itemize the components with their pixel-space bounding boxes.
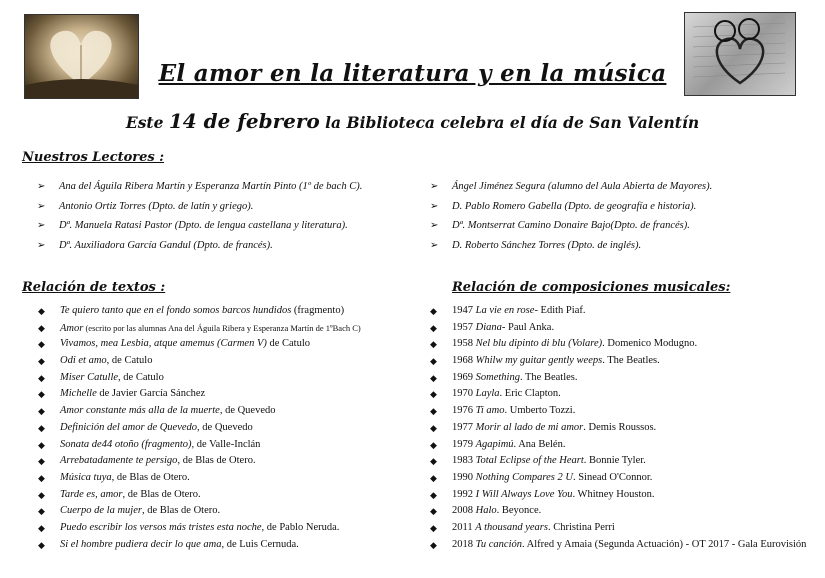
list-item [37, 219, 362, 239]
text-title: Definición del amor de Quevedo [60, 421, 198, 433]
arrow-bullet-icon: ➢ [430, 200, 439, 212]
diamond-bullet-icon: ◆ [38, 356, 45, 367]
list-item [38, 538, 361, 555]
text-author: , de Luis Cernuda. [221, 538, 299, 550]
diamond-bullet-icon: ◆ [38, 522, 45, 533]
list-item [430, 521, 812, 538]
text-title: Puedo escribir los versos más tristes esta noche [60, 521, 262, 533]
text-title: Amor constante más alla de la muerte [60, 405, 220, 417]
diamond-bullet-icon: ◆ [38, 372, 45, 383]
text-author: , de Blas de Otero. [177, 455, 256, 467]
text-author: , de Quevedo [219, 405, 276, 417]
list-item [430, 438, 812, 455]
song-title: Whilw my guitar gently weeps [475, 355, 603, 367]
song-title: I Will Always Love You [475, 488, 573, 500]
list-item [430, 321, 812, 338]
text-title: Tarde es, amor [60, 488, 123, 500]
list-item [430, 354, 812, 371]
reader-name: Ana del Águila Ribera Martín y Esperanza Martín Pinto (1º de bach C). [59, 181, 363, 192]
song-year: 2011 [452, 521, 473, 533]
list-item [38, 454, 361, 471]
song-title: Something [475, 371, 520, 383]
diamond-bullet-icon: ◆ [430, 306, 437, 316]
list-item [430, 304, 812, 321]
diamond-bullet-icon: ◆ [430, 322, 437, 333]
diamond-bullet-icon: ◆ [430, 356, 437, 367]
song-title: Tu canción [475, 538, 522, 550]
song-title: Morir al lado de mi amor [475, 421, 584, 433]
readers-heading: Nuestros Lectores : [22, 150, 165, 165]
list-item [38, 488, 361, 505]
song-year: 2018 [452, 538, 473, 550]
list-item [430, 504, 812, 521]
list-item [38, 421, 361, 438]
text-title: Si el hombre pudiera decir lo que ama [60, 538, 222, 550]
arrow-bullet-icon: ➢ [430, 220, 439, 231]
page-title: El amor en la literatura y en la música [158, 60, 667, 87]
text-author: , de Catulo [106, 355, 153, 367]
song-title: Diana [475, 321, 502, 333]
text-title: Amor [60, 322, 84, 334]
song-artist: . The Beatles. [602, 355, 660, 367]
subtitle-date: 14 de febrero [168, 109, 320, 133]
song-year: 1983 [452, 455, 473, 467]
list-item [38, 304, 361, 321]
texts-heading: Relación de textos : [22, 280, 166, 295]
song-artist: . Eric Clapton. [499, 388, 561, 400]
song-title: A thousand years [475, 521, 548, 533]
song-artist: . Demis Roussos. [583, 421, 657, 433]
text-author: , de Blas de Otero. [111, 471, 190, 483]
song-artist: - Edith Piaf. [534, 305, 586, 316]
diamond-bullet-icon: ◆ [430, 539, 437, 550]
song-title: Layla [475, 388, 500, 400]
list-item [38, 438, 361, 455]
list-item [37, 239, 362, 259]
song-year: 1970 [452, 388, 473, 400]
reader-name: D. Pablo Romero Gabella (Dpto. de geografía e historia). [452, 200, 697, 212]
song-artist: . Christina Perri [547, 521, 615, 533]
text-author: , de Catulo [118, 371, 164, 383]
arrow-bullet-icon: ➢ [430, 181, 439, 192]
song-year: 1947 [452, 305, 473, 316]
text-author: , de Quevedo [197, 421, 253, 433]
text-title: Sonata de44 otoño (fragmento), [60, 438, 195, 450]
list-item [38, 521, 361, 538]
diamond-bullet-icon: ◆ [38, 539, 45, 550]
list-item [430, 454, 812, 471]
page-subtitle [0, 109, 825, 133]
diamond-bullet-icon: ◆ [430, 422, 437, 433]
text-title: Vivamos, mea Lesbia, atque amemus (Carmen V) [60, 338, 267, 350]
readers-list-left [37, 180, 362, 258]
diamond-bullet-icon: ◆ [430, 456, 437, 467]
text-author: (fragmento) [291, 305, 345, 316]
diamond-bullet-icon: ◆ [430, 506, 437, 517]
list-item [430, 538, 812, 552]
text-title: Miser Catulle [60, 371, 119, 383]
diamond-bullet-icon: ◆ [38, 339, 45, 350]
song-artist: . Bonnie Tyler. [583, 455, 646, 467]
subtitle-rest: la Biblioteca celebra el día de San Valentín [325, 113, 700, 132]
texts-list [38, 304, 361, 554]
song-year: 1979 [452, 438, 473, 450]
song-year: 1957 [452, 321, 473, 333]
song-year: 1958 [452, 338, 473, 350]
list-item [430, 371, 812, 388]
list-item [430, 239, 712, 259]
list-item [430, 180, 712, 200]
song-year: 1969 [452, 371, 473, 383]
list-item [37, 200, 362, 220]
diamond-bullet-icon: ◆ [38, 439, 45, 450]
text-title: Arrebatadamente te persigo [60, 455, 178, 467]
song-year: 1976 [452, 405, 473, 417]
diamond-bullet-icon: ◆ [430, 522, 437, 533]
diamond-bullet-icon: ◆ [38, 422, 45, 433]
text-author: (escrito por las alumnas Ana del Águila Ribera y Esperanza Martín de 1ºBach C) [83, 322, 361, 333]
song-artist: . Alfred y Amaia (Segunda Actuación) - OT 2017 - Gala Eurovisión [522, 538, 807, 550]
arrow-bullet-icon: ➢ [37, 200, 46, 212]
list-item [430, 488, 812, 505]
arrow-bullet-icon: ➢ [37, 220, 46, 231]
reader-name: Antonio Ortiz Torres (Dpto. de latín y griego). [59, 200, 254, 212]
song-year: 2008 [452, 505, 473, 517]
song-year: 1992 [452, 488, 473, 500]
diamond-bullet-icon: ◆ [430, 406, 437, 417]
list-item [430, 200, 712, 220]
reader-name: Dª. Manuela Ratasi Pastor (Dpto. de lengua castellana y literatura). [59, 220, 348, 231]
diamond-bullet-icon: ◆ [430, 339, 437, 350]
diamond-bullet-icon: ◆ [38, 506, 45, 517]
song-artist: . Ana Belén. [513, 438, 566, 450]
song-title: Nel blu dipinto di blu (Volare) [475, 338, 603, 350]
arrow-bullet-icon: ➢ [430, 239, 439, 251]
diamond-bullet-icon: ◆ [430, 389, 437, 400]
list-item [38, 404, 361, 421]
diamond-bullet-icon: ◆ [430, 489, 437, 500]
song-artist: . Umberto Tozzi. [504, 405, 576, 417]
text-author: , de Pablo Neruda. [261, 521, 340, 533]
list-item [38, 471, 361, 488]
diamond-bullet-icon: ◆ [38, 406, 45, 417]
arrow-bullet-icon: ➢ [37, 181, 46, 192]
reader-name: D. Roberto Sánchez Torres (Dpto. de inglés). [452, 239, 642, 251]
diamond-bullet-icon: ◆ [430, 372, 437, 383]
text-author: , de Blas de Otero. [141, 505, 221, 517]
list-item [430, 421, 812, 438]
song-title: Agapimú [475, 438, 514, 450]
song-year: 1968 [452, 355, 473, 367]
list-item [430, 219, 712, 239]
text-author: de Valle-Inclán [194, 438, 261, 450]
text-author: de Javier García Sánchez [96, 388, 206, 400]
reader-name: Dª. Montserrat Camino Donaire Bajo(Dpto. de francés). [452, 220, 690, 231]
list-item [37, 180, 362, 200]
diamond-bullet-icon: ◆ [430, 472, 437, 483]
diamond-bullet-icon: ◆ [38, 472, 45, 483]
reader-name: Ángel Jiménez Segura (alumno del Aula Abierta de Mayores). [452, 181, 713, 192]
text-title: Cuerpo de la mujer [60, 505, 142, 517]
text-author: , de Blas de Otero. [122, 488, 201, 500]
list-item [38, 337, 361, 354]
song-title: Nothing Compares 2 U [475, 471, 573, 483]
text-author: de Catulo [266, 338, 311, 350]
song-title: Halo [475, 505, 497, 517]
text-title: Odi et amo [60, 355, 107, 367]
text-title: Música tuya [60, 471, 112, 483]
song-artist: . Whitney Houston. [572, 488, 655, 500]
music-heading: Relación de composiciones musicales: [452, 280, 731, 295]
list-item [430, 404, 812, 421]
list-item [430, 337, 812, 354]
song-artist: . Sinead O'Connor. [572, 471, 653, 483]
song-year: 1990 [452, 471, 473, 483]
arrow-bullet-icon: ➢ [37, 239, 46, 251]
diamond-bullet-icon: ◆ [38, 456, 45, 467]
readers-list-right [430, 180, 712, 258]
list-item [430, 387, 812, 404]
list-item [38, 504, 361, 521]
text-title: Michelle [60, 388, 97, 400]
song-artist: . Beyonce. [496, 505, 542, 517]
diamond-bullet-icon: ◆ [38, 389, 45, 400]
diamond-bullet-icon: ◆ [38, 306, 45, 316]
diamond-bullet-icon: ◆ [38, 322, 45, 333]
diamond-bullet-icon: ◆ [38, 489, 45, 500]
list-item [38, 321, 361, 338]
reader-name: Dª. Auxiliadora García Gandul (Dpto. de francés). [59, 239, 273, 251]
song-artist: - Paul Anka. [501, 321, 555, 333]
list-item [38, 387, 361, 404]
list-item [38, 371, 361, 388]
music-list [430, 304, 812, 552]
subtitle-lead: Este [125, 113, 164, 132]
song-artist: . Domenico Modugno. [602, 338, 698, 350]
song-title: Ti amo [475, 405, 505, 417]
song-artist: . The Beatles. [519, 371, 578, 383]
text-title: Te quiero tanto que en el fondo somos barcos hundidos [60, 305, 292, 316]
list-item [38, 354, 361, 371]
list-item [430, 471, 812, 488]
song-title: Total Eclipse of the Heart [475, 455, 584, 467]
song-year: 1977 [452, 421, 473, 433]
song-title: La vie en rose [475, 305, 535, 316]
diamond-bullet-icon: ◆ [430, 439, 437, 450]
